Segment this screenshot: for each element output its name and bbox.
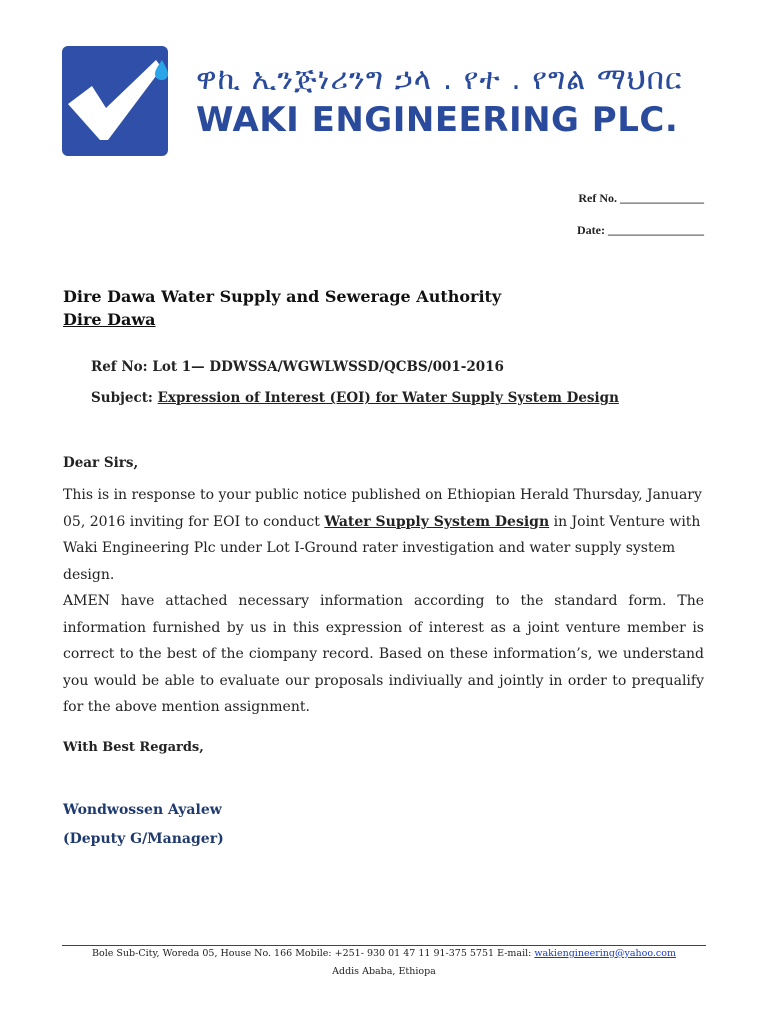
ref-no-field: Ref No. ______________ [578, 191, 704, 205]
para1-text-b: in Joint Venture with Waki Engineering Plc under Lot I-Ground rater investigation and water supply system design. [63, 513, 701, 583]
salutation: Dear Sirs, [63, 455, 139, 471]
company-name-amharic: ዋኪ ኢንጅነሪንግ ኃላ . የተ . የግል ማህበር [196, 62, 683, 97]
body-paragraph-1 [63, 482, 704, 588]
footer-email-link[interactable]: wakiengineering@yahoo.com [534, 948, 676, 959]
company-logo [62, 46, 168, 156]
subject-label: Subject: [91, 390, 158, 406]
subject-line [91, 390, 619, 406]
date-field: Date: ________________ [577, 223, 704, 237]
footer-address: Addis Ababa, Ethiopa [332, 966, 436, 977]
reference-number: Ref No: Lot 1— DDWSSA/WGWLWSSD/QCBS/001-2016 [91, 359, 504, 375]
footer-contact-text: Bole Sub-City, Woreda 05, House No. 166 Mobile: +251- 930 01 47 11 91-375 5751 E-mail: [92, 948, 535, 959]
closing-remark: With Best Regards, [63, 740, 204, 755]
footer-divider [62, 945, 706, 946]
subject-text: Expression of Interest (EOI) for Water Supply System Design [157, 390, 619, 406]
signer-title: (Deputy G/Manager) [63, 831, 224, 847]
para1-emphasis: Water Supply System Design [324, 513, 550, 530]
para1-text-a: This is in response to your public notice published on Ethiopian Herald Thursday, January 05, 2016 inviting for EOI to conduct [63, 487, 702, 530]
signer-name: Wondwossen Ayalew [63, 802, 222, 818]
body-paragraph-2: AMEN have attached necessary information according to the standard form. The information furnished by us in this expression of interest as a joint venture member is correct to the best of the ciompany record. Based on these information’s, we understand you would be able to evaluate our proposals indiviually and jointly in order to prequalify for the above mention assignment. [63, 593, 704, 715]
addressee-city: Dire Dawa [63, 310, 156, 329]
company-name: WAKI ENGINEERING PLC. [196, 100, 679, 140]
addressee-name: Dire Dawa Water Supply and Sewerage Authority [63, 287, 502, 306]
footer-contact [62, 948, 706, 959]
check-drop-logo-icon [62, 46, 168, 156]
